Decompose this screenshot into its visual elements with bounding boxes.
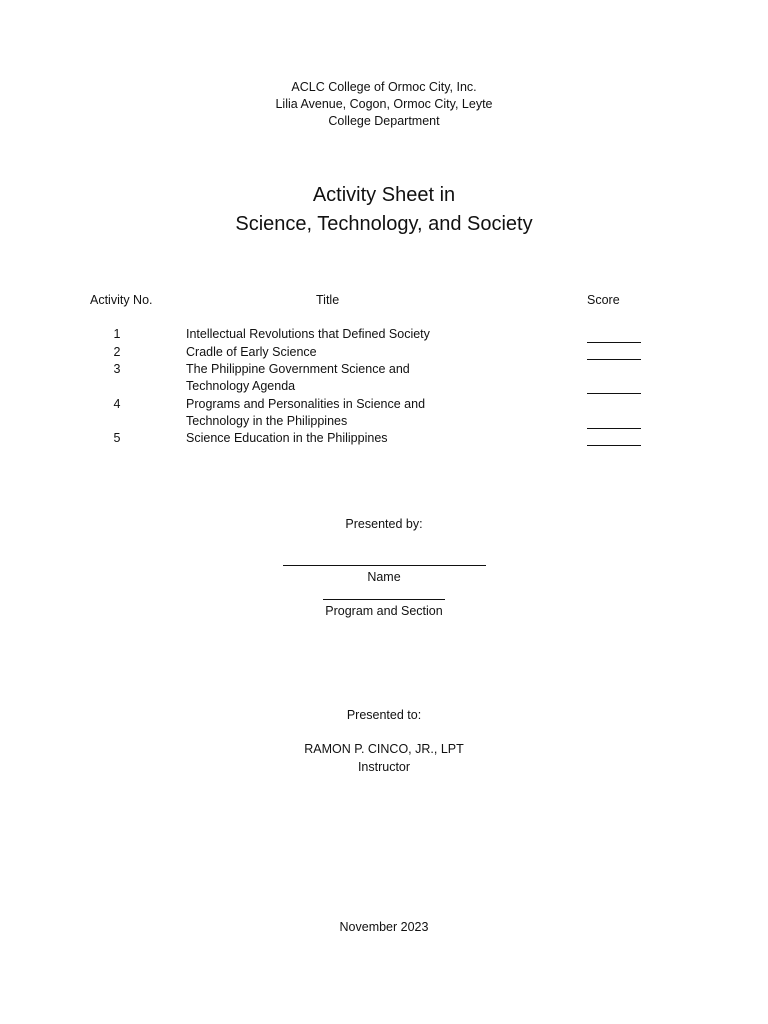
activity-title-continued: Technology in the Philippines [186, 414, 348, 428]
score-blank [587, 342, 641, 343]
name-label: Name [367, 570, 401, 584]
score-blank [587, 393, 641, 394]
activity-number: 1 [113, 327, 121, 341]
institution-name: ACLC College of Ormoc City, Inc. [291, 80, 477, 94]
column-header-activity-no: Activity No. [90, 293, 153, 307]
program-section-label: Program and Section [325, 604, 443, 618]
column-header-score: Score [587, 293, 620, 307]
score-blank [587, 445, 641, 446]
activity-title: The Philippine Government Science and [186, 362, 410, 376]
presented-to-label: Presented to: [346, 708, 422, 722]
name-signature-line [283, 565, 486, 566]
institution-address: Lilia Avenue, Cogon, Ormoc City, Leyte [275, 97, 493, 111]
department-name: College Department [328, 114, 440, 128]
activity-number: 4 [113, 397, 121, 411]
document-date: November 2023 [339, 920, 429, 934]
activity-title-continued: Technology Agenda [186, 379, 296, 393]
document-title-line2: Science, Technology, and Society [235, 213, 533, 235]
activity-title: Intellectual Revolutions that Defined Society [186, 327, 430, 341]
activity-number: 3 [113, 362, 121, 376]
instructor-name: RAMON P. CINCO, JR., LPT [304, 742, 464, 756]
instructor-role: Instructor [357, 760, 411, 774]
score-blank [587, 428, 641, 429]
score-blank [587, 359, 641, 360]
activity-number: 2 [113, 345, 121, 359]
activity-title: Cradle of Early Science [186, 345, 317, 359]
activity-title: Science Education in the Philippines [186, 431, 388, 445]
activity-number: 5 [113, 431, 121, 445]
document-title-line1: Activity Sheet in [312, 184, 456, 206]
presented-by-label: Presented by: [345, 517, 423, 531]
column-header-title: Title [316, 293, 340, 307]
program-signature-line [323, 599, 445, 600]
activity-title: Programs and Personalities in Science and [186, 397, 426, 411]
